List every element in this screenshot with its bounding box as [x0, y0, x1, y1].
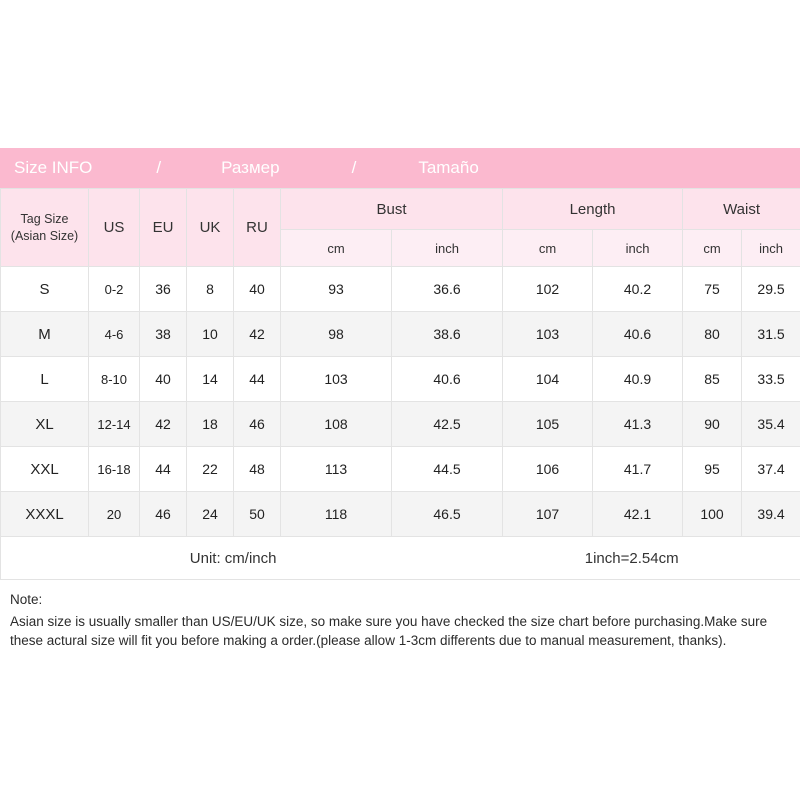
column-header-ru: RU — [234, 189, 281, 267]
unit-label: Unit: cm/inch — [189, 549, 277, 567]
size-chart — [0, 148, 800, 663]
table-row — [1, 312, 800, 357]
cell-length-inch: 40.6 — [593, 312, 683, 357]
cell-length-cm: 106 — [503, 447, 593, 492]
cell-eu: 36 — [140, 267, 187, 312]
cell-length-inch: 42.1 — [593, 492, 683, 537]
column-group-header-length: Length — [503, 189, 683, 230]
note-body: Asian size is usually smaller than US/EU/UK size, so make sure you have checked the size chart before purchasing.Make sure these actural size will fit you before making a order.(please allow 1-3cm differents due to manual measurement, thanks). — [10, 613, 768, 649]
cell-bust-cm: 113 — [281, 447, 392, 492]
unit-row — [1, 537, 800, 580]
column-header-uk: UK — [187, 189, 234, 267]
cell-waist-inch: 37.4 — [742, 447, 800, 492]
cell-ru: 44 — [234, 357, 281, 402]
cell-bust-cm: 118 — [281, 492, 392, 537]
cell-length-cm: 107 — [503, 492, 593, 537]
cell-eu: 46 — [140, 492, 187, 537]
unit-row-cell — [1, 537, 800, 580]
table-row — [1, 402, 800, 447]
cell-us: 16-18 — [89, 447, 140, 492]
cell-waist-cm: 100 — [683, 492, 742, 537]
cell-tag-size: S — [1, 267, 89, 312]
cell-tag-size: M — [1, 312, 89, 357]
header-razmer-label: Размер — [221, 158, 280, 177]
table-row — [1, 492, 800, 537]
cell-length-cm: 103 — [503, 312, 593, 357]
cell-tag-size: XL — [1, 402, 89, 447]
cell-us: 8-10 — [89, 357, 140, 402]
cell-length-inch: 40.9 — [593, 357, 683, 402]
cell-eu: 44 — [140, 447, 187, 492]
cell-length-inch: 41.7 — [593, 447, 683, 492]
header-tamano-label: Tamaño — [418, 158, 479, 177]
cell-waist-cm: 85 — [683, 357, 742, 402]
cell-uk: 18 — [187, 402, 234, 447]
note-title: Note: — [10, 592, 43, 607]
cell-us: 12-14 — [89, 402, 140, 447]
header-separator-2: / — [351, 158, 357, 177]
cell-waist-cm: 95 — [683, 447, 742, 492]
table-row — [1, 357, 800, 402]
cell-waist-inch: 39.4 — [742, 492, 800, 537]
cell-length-cm: 104 — [503, 357, 593, 402]
cell-eu: 40 — [140, 357, 187, 402]
cell-bust-inch: 42.5 — [392, 402, 503, 447]
cell-tag-size: XXL — [1, 447, 89, 492]
column-header-waist-cm: cm — [683, 230, 742, 267]
conversion-label: 1inch=2.54cm — [584, 549, 679, 567]
cell-ru: 40 — [234, 267, 281, 312]
cell-tag-size: L — [1, 357, 89, 402]
cell-waist-cm: 90 — [683, 402, 742, 447]
cell-length-cm: 102 — [503, 267, 593, 312]
cell-tag-size: XXXL — [1, 492, 89, 537]
cell-waist-cm: 80 — [683, 312, 742, 357]
cell-waist-inch: 35.4 — [742, 402, 800, 447]
cell-length-cm: 105 — [503, 402, 593, 447]
cell-length-inch: 41.3 — [593, 402, 683, 447]
cell-us: 4-6 — [89, 312, 140, 357]
cell-uk: 22 — [187, 447, 234, 492]
cell-waist-inch: 33.5 — [742, 357, 800, 402]
cell-bust-inch: 44.5 — [392, 447, 503, 492]
cell-us: 20 — [89, 492, 140, 537]
cell-waist-inch: 29.5 — [742, 267, 800, 312]
column-header-length-cm: cm — [503, 230, 593, 267]
table-row — [1, 267, 800, 312]
header-size-info-label: Size INFO — [14, 158, 93, 177]
header-separator-1: / — [156, 158, 162, 177]
size-table — [0, 188, 800, 580]
cell-waist-cm: 75 — [683, 267, 742, 312]
column-header-us: US — [89, 189, 140, 267]
size-info-header — [0, 148, 800, 188]
column-header-tag-size — [1, 189, 89, 267]
cell-uk: 24 — [187, 492, 234, 537]
column-header-bust-inch: inch — [392, 230, 503, 267]
cell-eu: 38 — [140, 312, 187, 357]
table-row — [1, 447, 800, 492]
cell-length-inch: 40.2 — [593, 267, 683, 312]
cell-uk: 14 — [187, 357, 234, 402]
note-section — [0, 580, 800, 663]
cell-bust-cm: 108 — [281, 402, 392, 447]
cell-ru: 42 — [234, 312, 281, 357]
cell-bust-inch: 38.6 — [392, 312, 503, 357]
column-header-eu: EU — [140, 189, 187, 267]
cell-waist-inch: 31.5 — [742, 312, 800, 357]
tag-size-line-1: Tag Size — [20, 212, 69, 227]
cell-bust-inch: 40.6 — [392, 357, 503, 402]
cell-ru: 50 — [234, 492, 281, 537]
cell-bust-cm: 93 — [281, 267, 392, 312]
tag-size-line-2: (Asian Size) — [10, 228, 79, 243]
column-header-bust-cm: cm — [281, 230, 392, 267]
column-header-waist-inch: inch — [742, 230, 800, 267]
cell-bust-cm: 103 — [281, 357, 392, 402]
column-group-header-waist: Waist — [683, 189, 800, 230]
table-header-row-1 — [1, 189, 800, 230]
cell-uk: 8 — [187, 267, 234, 312]
column-header-length-inch: inch — [593, 230, 683, 267]
cell-us: 0-2 — [89, 267, 140, 312]
cell-bust-inch: 46.5 — [392, 492, 503, 537]
cell-ru: 46 — [234, 402, 281, 447]
cell-uk: 10 — [187, 312, 234, 357]
cell-eu: 42 — [140, 402, 187, 447]
column-group-header-bust: Bust — [281, 189, 503, 230]
cell-ru: 48 — [234, 447, 281, 492]
cell-bust-cm: 98 — [281, 312, 392, 357]
cell-bust-inch: 36.6 — [392, 267, 503, 312]
